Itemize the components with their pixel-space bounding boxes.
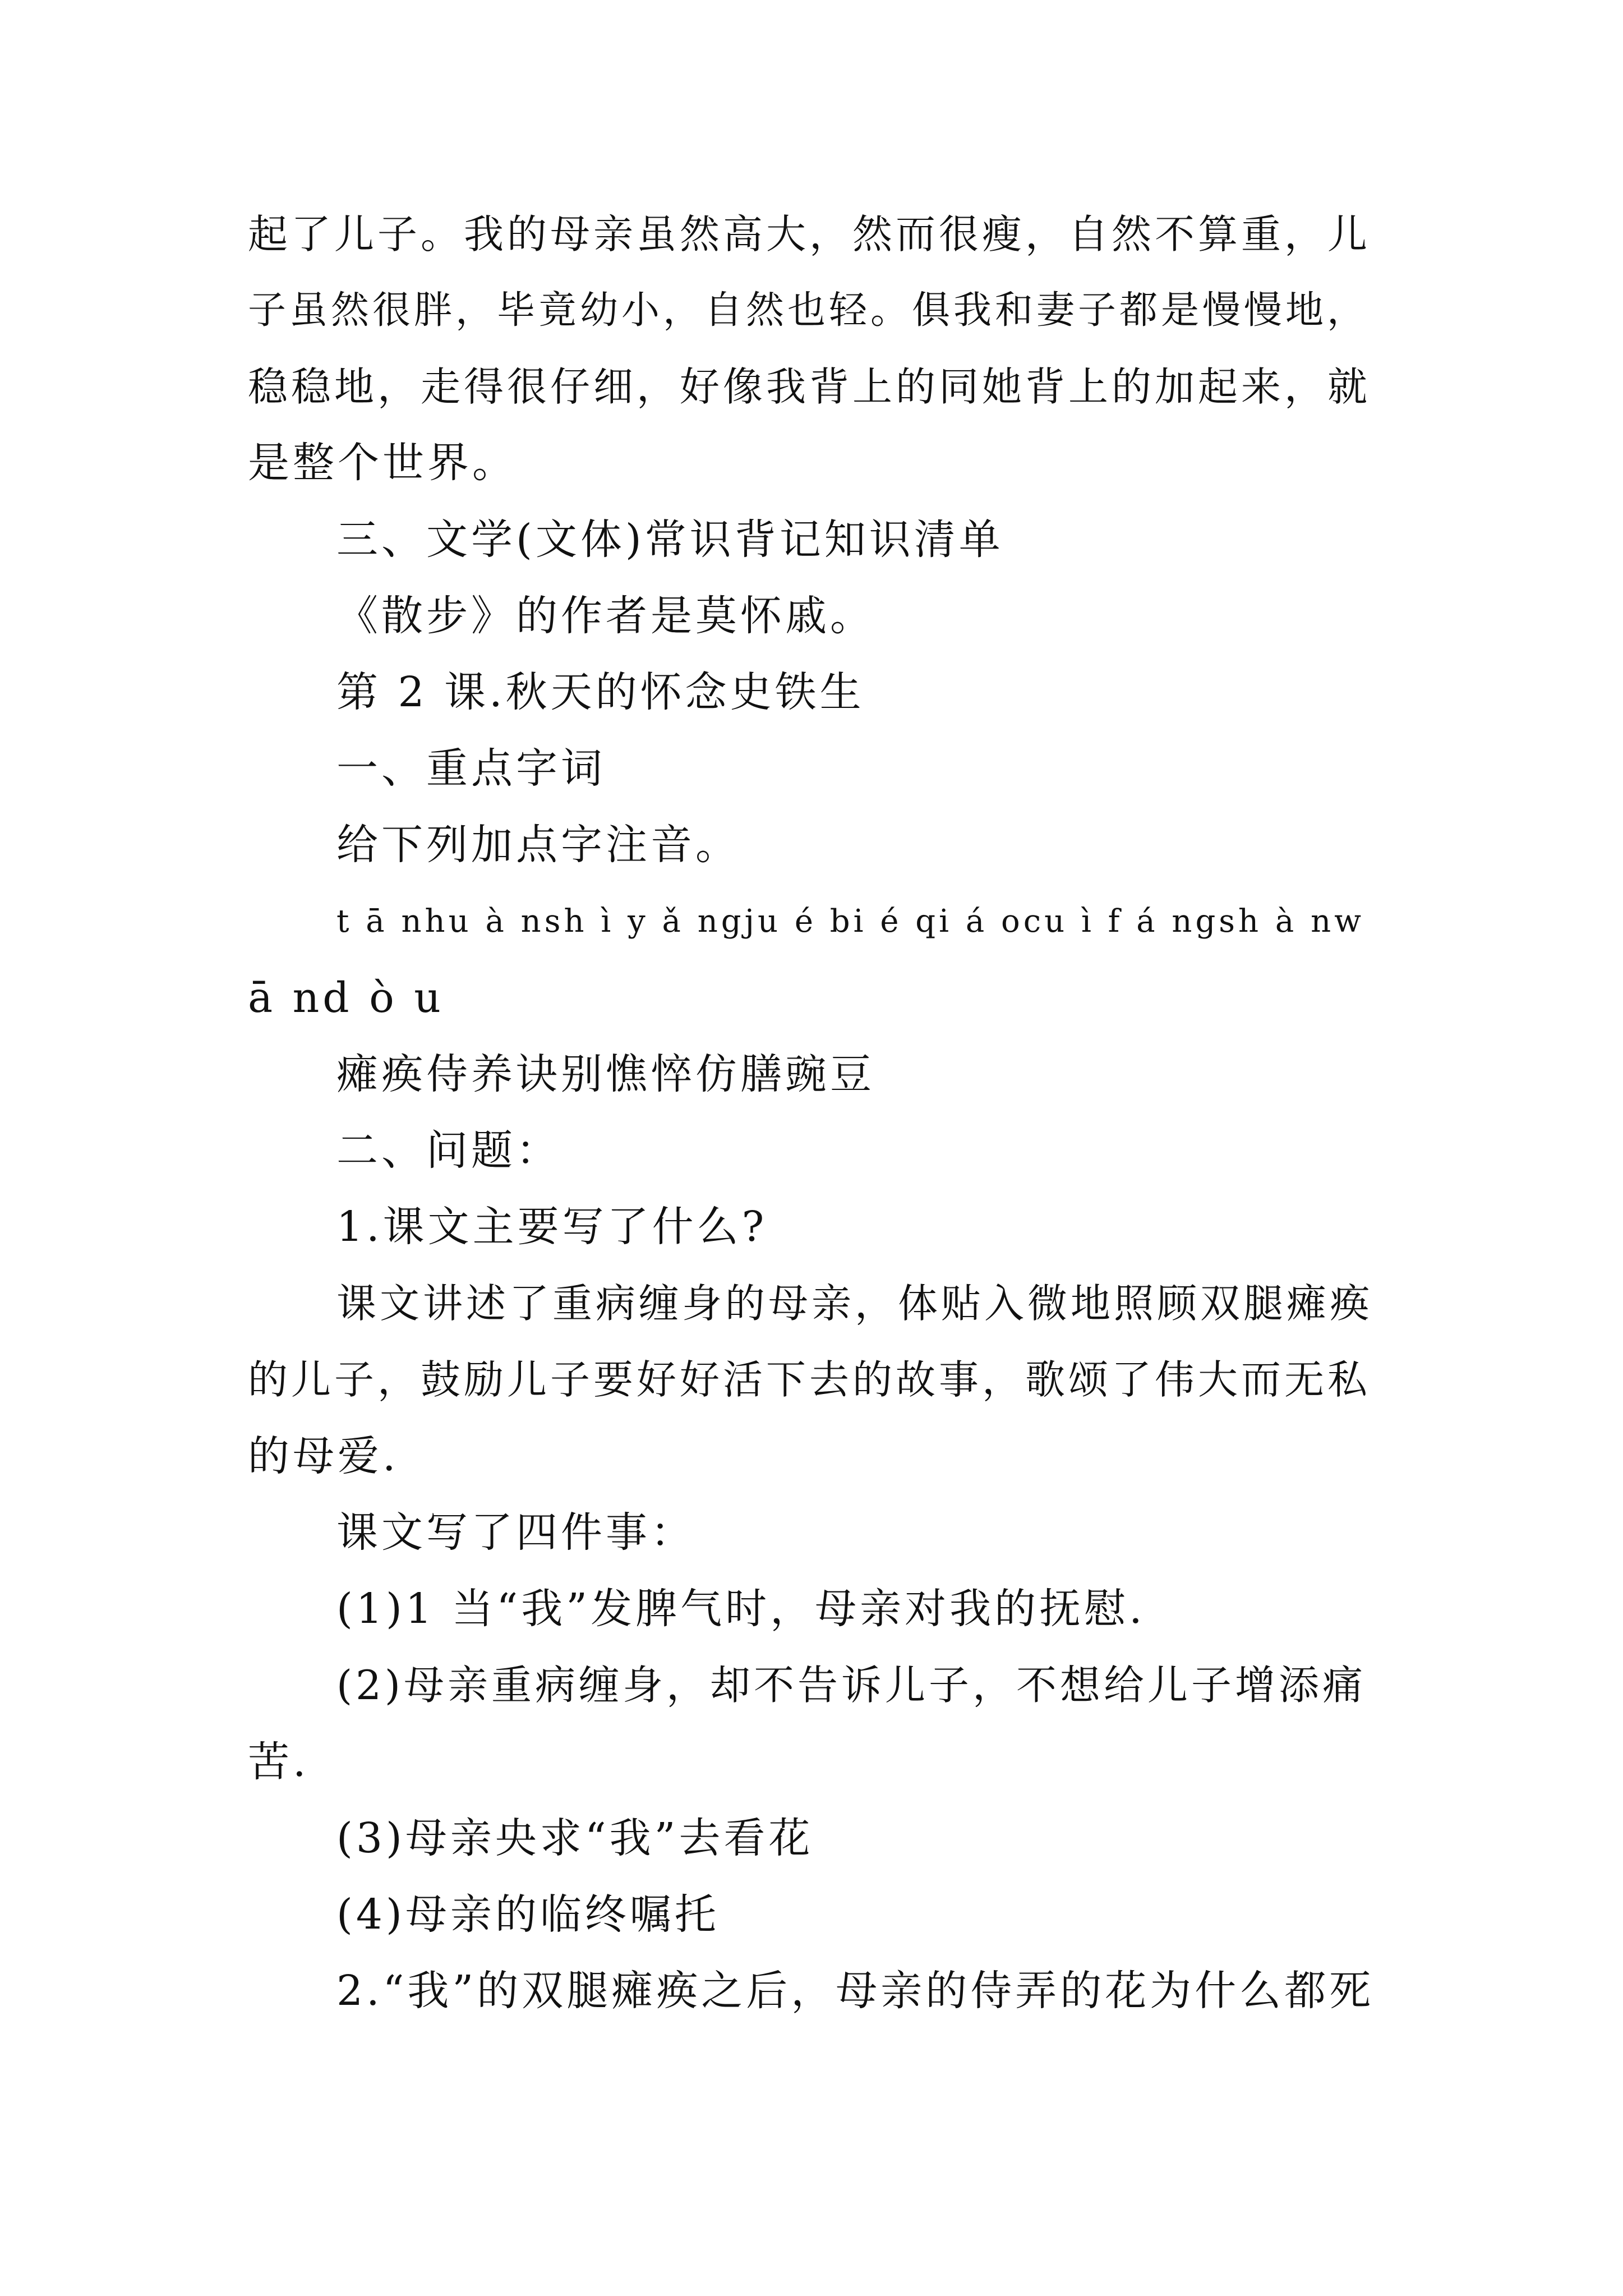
section-heading: 二、问题：: [336, 1126, 561, 1175]
text-line: 瘫痪侍养诀别憔悴仿膳豌豆: [336, 1050, 875, 1098]
section-heading: 一、重点字词: [336, 744, 606, 793]
text-line: 是整个世界。: [248, 439, 517, 487]
section-heading: 三、文学(文体)常识背记知识清单: [336, 516, 1004, 564]
text-line: 稳稳地，走得很仔细，好像我背上的同她背上的加起来，就: [248, 364, 1371, 410]
text-line: 子虽然很胖，毕竟幼小，自然也轻。俱我和妻子都是慢慢地，: [248, 288, 1369, 333]
text-line: 苦.: [248, 1738, 310, 1786]
pinyin-line: ā nd ò u: [248, 974, 444, 1022]
text-line: 给下列加点字注音。: [336, 821, 740, 869]
text-line: 的母爱.: [248, 1432, 399, 1480]
question-line: 1.课文主要写了什么?: [336, 1203, 768, 1251]
list-item: (3)母亲央求“我”去看花: [336, 1814, 814, 1862]
list-item: (1)1 当“我”发脾气时，母亲对我的抚慰.: [336, 1585, 1146, 1633]
lesson-title: 第 2 课.秋天的怀念史铁生: [336, 668, 865, 716]
list-item: (4)母亲的临终嘱托: [336, 1890, 720, 1939]
pinyin-line: t ā nhu à nsh ì y ǎ ngju é bi é qi á ocu ì f á ngsh à nw: [336, 903, 1365, 940]
text-line: 《散步》的作者是莫怀戚。: [336, 592, 875, 640]
text-line: 起了儿子。我的母亲虽然高大，然而很瘦，自然不算重，儿: [248, 211, 1371, 257]
question-line: 2.“我”的双腿瘫痪之后，母亲的侍弄的花为什么都死: [336, 1967, 1375, 2015]
text-line: 的儿子，鼓励儿子要好好活下去的故事，歌颂了伟大而无私: [248, 1356, 1371, 1403]
list-item: (2)母亲重病缠身，却不告诉儿子，不想给儿子增添痛: [336, 1662, 1366, 1709]
text-line: 课文写了四件事：: [336, 1508, 695, 1557]
text-line: 课文讲述了重病缠身的母亲，体贴入微地照顾双腿瘫痪: [336, 1280, 1373, 1327]
